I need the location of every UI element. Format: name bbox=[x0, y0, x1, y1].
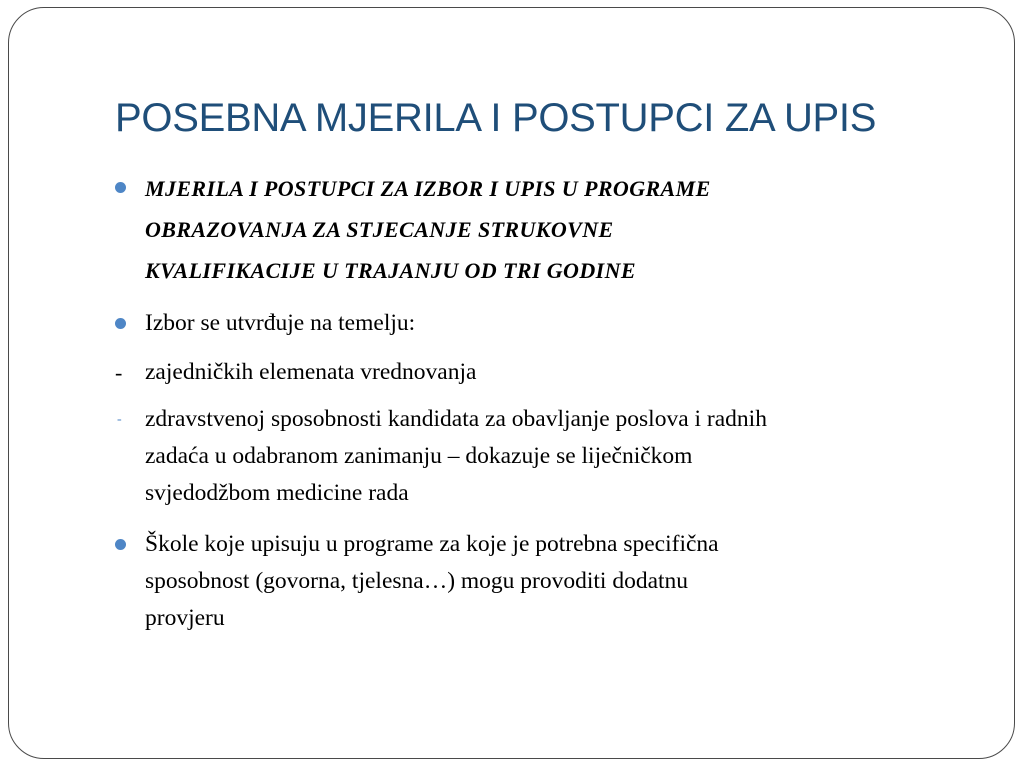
list-item-heading bbox=[113, 168, 943, 291]
list-item-skole bbox=[113, 526, 943, 637]
list-item-line: OBRAZOVANJA ZA STJECANJE STRUKOVNE bbox=[145, 217, 614, 242]
dash-marker: - bbox=[115, 360, 123, 385]
list-item-line: zdravstvenoj sposobnosti kandidata za obavljanje poslova i radnih bbox=[145, 406, 767, 432]
bullet-dot-icon bbox=[115, 182, 126, 193]
slide-content bbox=[113, 168, 943, 637]
list-item-izbor bbox=[113, 305, 943, 342]
list-item-line: MJERILA I POSTUPCI ZA IZBOR I UPIS U PROGRAME bbox=[145, 176, 711, 201]
list-item-line: KVALIFIKACIJE U TRAJANJU OD TRI GODINE bbox=[145, 258, 636, 283]
dash-marker: - bbox=[117, 412, 122, 427]
list-item-line: provjeru bbox=[145, 605, 225, 631]
list-item-zdravstvenoj bbox=[113, 401, 943, 512]
list-item-line: zadaća u odabranom zanimanju – dokazuje se liječničkom bbox=[145, 443, 693, 469]
slide-title: POSEBNA MJERILA I POSTUPCI ZA UPIS bbox=[115, 96, 877, 140]
bullet-dot-icon bbox=[115, 318, 126, 329]
list-item-zajednickih bbox=[113, 354, 943, 391]
list-item-line: svjedodžbom medicine rada bbox=[145, 480, 409, 506]
list-item-line: zajedničkih elemenata vrednovanja bbox=[145, 359, 477, 385]
list-item-line: sposobnost (govorna, tjelesna…) mogu provoditi dodatnu bbox=[145, 568, 689, 594]
list-item-line: Izbor se utvrđuje na temelju: bbox=[145, 310, 416, 336]
bullet-dot-icon bbox=[115, 539, 126, 550]
list-item-line: Škole koje upisuju u programe za koje je potrebna specifična bbox=[145, 531, 719, 557]
